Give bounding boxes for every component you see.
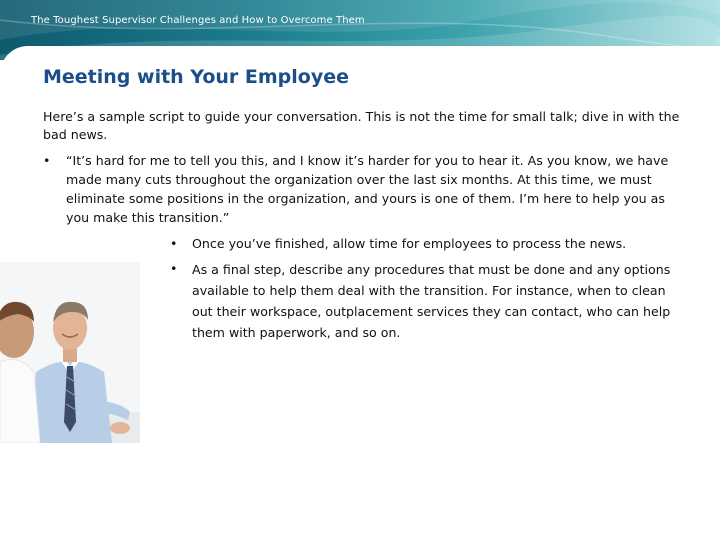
bullet-item-process-time — [170, 234, 690, 254]
bullet-item-script — [43, 151, 693, 231]
bullet-text: As a final step, describe any procedures that must be done and any options available to help them deal with the transition. For instance, when to clean out their workspace, outplacement services they can contact, who can help them with paperwork, and so on. — [192, 262, 671, 340]
bullet-icon: • — [170, 236, 178, 251]
meeting-photo-icon — [0, 262, 140, 443]
presentation-title: The Toughest Supervisor Challenges and How to Overcome Them — [31, 15, 365, 26]
bullet-icon: • — [43, 153, 51, 168]
bullet-icon: • — [170, 261, 178, 276]
intro-paragraph: Here’s a sample script to guide your conversation. This is not the time for small talk; dive in with the bad news. — [43, 109, 680, 142]
slide-title: Meeting with Your Employee — [43, 66, 349, 88]
bullet-text: Once you’ve finished, allow time for employees to process the news. — [192, 236, 627, 251]
bullet-text: “It’s hard for me to tell you this, and I know it’s harder for you to hear it. As you know, we have made many cuts throughout the organization over the last six months. At this time, we must eliminate some positions in the organization, and yours is one of them. I’m here to help you as you make this transition.” — [66, 153, 669, 225]
bullet-item-final-step — [170, 259, 690, 339]
